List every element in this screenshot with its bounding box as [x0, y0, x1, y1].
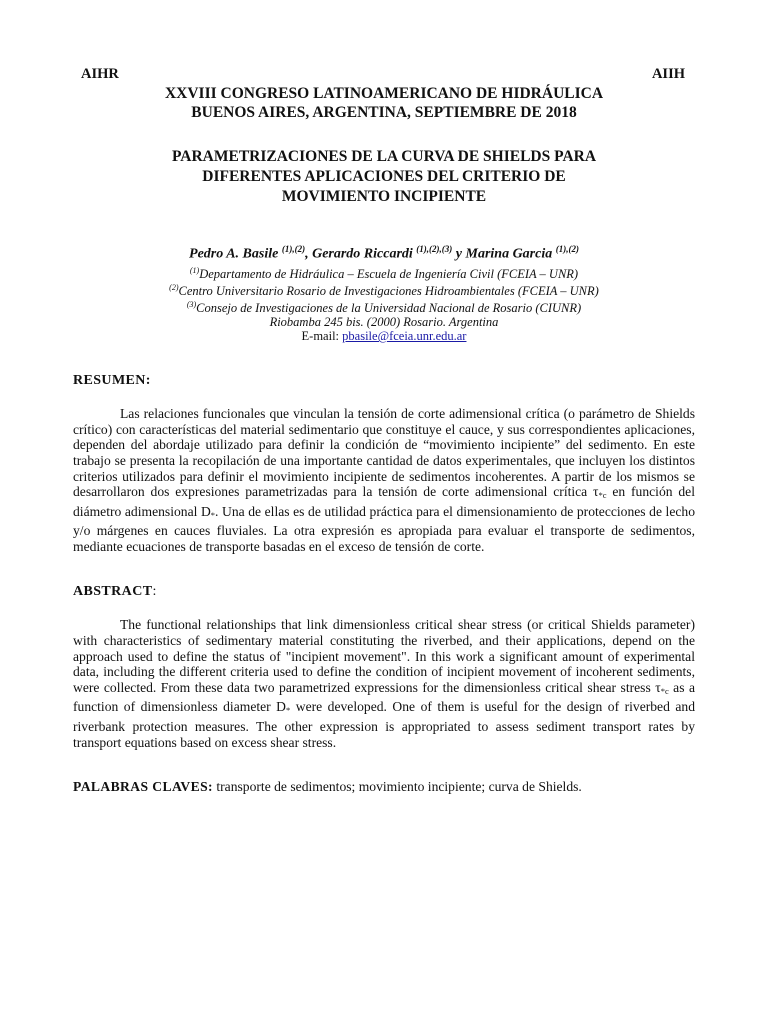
header-organizations	[73, 66, 695, 84]
author-affiliation-marker: (1),(2),(3)	[416, 244, 453, 254]
abstract-heading-text: ABSTRACT	[73, 584, 153, 600]
author-name: Pedro A. Basile	[189, 246, 279, 262]
abstract-text: were developed. One of them is useful for the design of riverbed and riverbank protection measures. The other expression is appropriated to assess sediment transport rates by transport equations based on excess shear stress.	[73, 699, 695, 750]
affiliation-text: Centro Universitario Rosario de Investigaciones Hidroambientales (FCEIA – UNR)	[178, 283, 599, 298]
author-name: Marina Garcia	[465, 246, 553, 262]
affiliation-text: Departamento de Hidráulica – Escuela de Ingeniería Civil (FCEIA – UNR)	[199, 266, 579, 281]
congress-header	[73, 84, 695, 122]
diameter-subscript: *	[286, 705, 291, 716]
email-label: E-mail:	[301, 329, 343, 344]
affiliations	[73, 264, 695, 343]
affiliation-line	[73, 264, 695, 281]
abstract-heading-colon: :	[152, 584, 157, 600]
author-affiliation-marker: (1),(2)	[555, 244, 579, 254]
title-line-2: DIFERENTES APLICACIONES DEL CRITERIO DE	[202, 168, 566, 185]
resumen-heading: RESUMEN:	[73, 373, 151, 389]
paper-page	[73, 66, 695, 795]
author-separator: ,	[305, 246, 313, 262]
resumen-paragraph	[73, 406, 695, 554]
affiliation-marker: (1)	[189, 265, 200, 275]
author-list	[73, 241, 695, 263]
tau-symbol: τ	[655, 679, 661, 695]
congress-location-date: BUENOS AIRES, ARGENTINA, SEPTIEMBRE DE 2018	[191, 104, 577, 121]
affiliation-marker: (2)	[169, 282, 179, 292]
keywords-label: PALABRAS CLAVES:	[73, 779, 213, 795]
author-name: Gerardo Riccardi	[312, 246, 413, 262]
header-left-org: AIHR	[81, 66, 119, 82]
resumen-text: . Una de ellas es de utilidad práctica para el dimensionamiento de protecciones de lecho y/o márgenes en cauces fluviales. La otra expresión es apropiada para evaluar el transporte de sedimentos, mediante ecuaciones de transporte basadas en el exceso de tensión de corte.	[73, 503, 695, 554]
affiliation-line	[73, 281, 695, 298]
contact-email	[73, 329, 695, 343]
keywords-line	[73, 779, 695, 795]
title-line-3: MOVIMIENTO INCIPIENTE	[281, 188, 487, 205]
affiliation-text: Consejo de Investigaciones de la Universidad Nacional de Rosario (CIUNR)	[196, 301, 582, 316]
tau-subscript: *c	[598, 490, 607, 501]
abstract-text: as a function of dimensionless diameter D	[73, 679, 695, 715]
abstract-paragraph	[73, 617, 695, 750]
author-separator: y	[452, 246, 466, 262]
affiliation-line	[73, 298, 695, 315]
abstract-text: The functional relationships that link dimensionless critical shear stress (or critical Shields parameter) with characteristics of sedimentary material constituting the riverbed, and their applications, depend on the approach used to define the status of "incipient movement". In this work a significant amount of experimental data, including the different criteria used to define the condition of incipient movement of incoherent sediments, were collected. From these data two parametrized expressions for the dimensionless critical shear stress	[73, 617, 695, 695]
paper-title	[73, 147, 695, 207]
resumen-text: Las relaciones funcionales que vinculan la tensión de corte adimensional crítica (o parámetro de Shields crítico) con características del material sedimentario que constituye el cauce, y sus correspondientes aplicaciones, dependen del abordaje utilizado para definir la condición de “movimiento incipiente” del sedimento. En este trabajo se presenta la recopilación de una importante cantidad de datos experimentales, que incluyen los distintos criterios utilizados para definir el movimiento incipiente de sedimentos incoherentes. A partir de los mismos se desarrollaron dos expresiones parametrizadas para la tensión de corte adimensional crítica	[73, 406, 695, 500]
tau-symbol: τ	[593, 484, 599, 500]
header-right-org: AIIH	[651, 66, 685, 82]
resumen-text: en función del diámetro adimensional D	[73, 484, 695, 519]
postal-address: Riobamba 245 bis. (2000) Rosario. Argentina	[269, 315, 499, 330]
congress-name: XXVIII CONGRESO LATINOAMERICANO DE HIDRÁULICA	[164, 85, 604, 102]
email-link[interactable]: pbasile@fceia.unr.edu.ar	[342, 329, 467, 344]
tau-subscript: *c	[660, 685, 669, 696]
title-line-1: PARAMETRIZACIONES DE LA CURVA DE SHIELDS PARA	[171, 148, 597, 165]
keywords-text: transporte de sedimentos; movimiento incipiente; curva de Shields.	[212, 779, 582, 795]
diameter-subscript: *	[210, 509, 216, 520]
affiliation-marker: (3)	[186, 299, 197, 309]
author-affiliation-marker: (1),(2)	[281, 244, 306, 254]
abstract-heading	[73, 584, 695, 600]
